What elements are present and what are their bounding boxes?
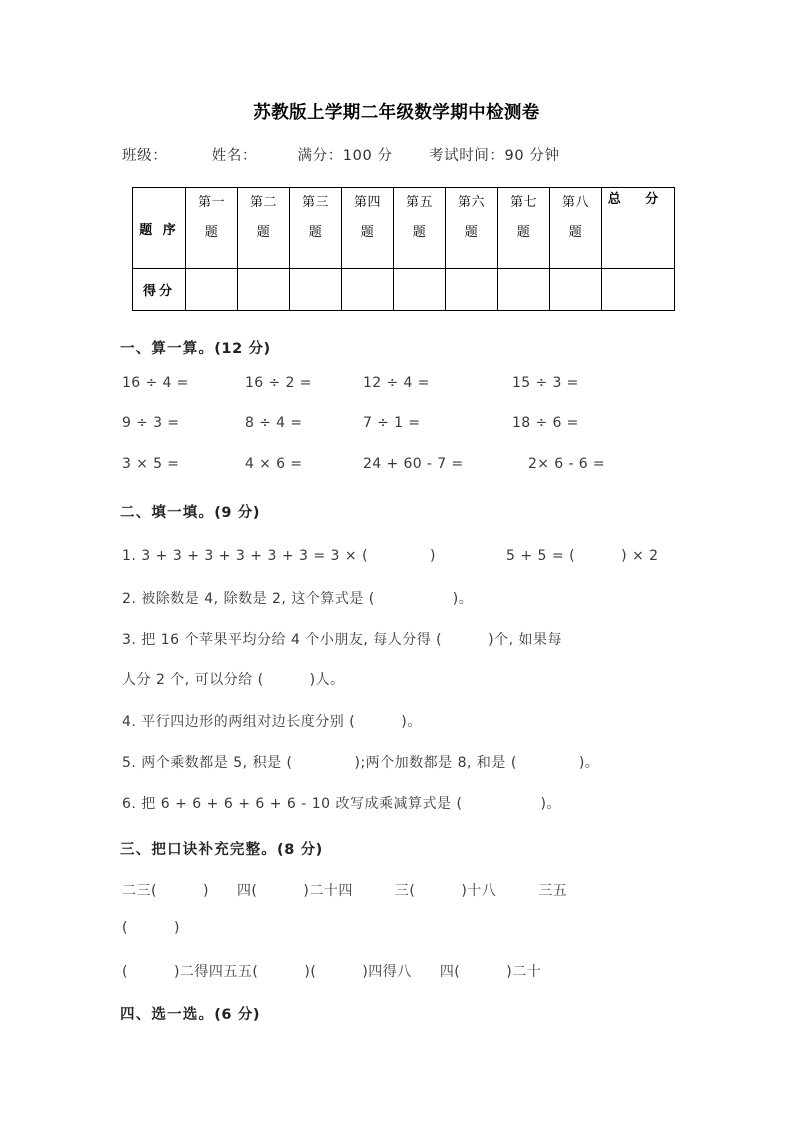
calc-item-3-3: 24 + 60 - 7 = <box>363 456 464 472</box>
question-label-bottom: 题 <box>204 225 219 240</box>
calc-item-3-2: 4 × 6 = <box>245 456 303 472</box>
question-label-top: 第一 <box>197 195 225 210</box>
fill-q2-part-a: 2. 被除数是 4, 除数是 2, 这个算式是 ( <box>122 591 375 607</box>
section-3-title: 三、把口诀补充完整。 <box>120 842 277 858</box>
fill-q5-part-a: 5. 两个乘数都是 5, 积是 ( <box>122 755 293 771</box>
formula-l1-g: 三五 <box>538 883 568 899</box>
question-label-top: 第二 <box>249 195 277 210</box>
score-cell-3[interactable] <box>290 269 342 311</box>
table-cell-question-3 <box>290 188 342 269</box>
formula-l1-c: 四( <box>236 883 258 899</box>
section-4-title: 四、选一选。 <box>120 1007 215 1023</box>
question-label-bottom: 题 <box>516 225 531 240</box>
fill-q1-part-d: ) × 2 <box>621 548 659 564</box>
calc-item-1-1: 16 ÷ 4 = <box>122 375 189 391</box>
formula-line-1 <box>122 880 722 900</box>
calc-row-1 <box>0 375 793 395</box>
calc-item-3-1: 3 × 5 = <box>122 456 180 472</box>
section-3-points: (8 分) <box>277 842 323 858</box>
question-label-bottom: 题 <box>464 225 479 240</box>
fill-question-5 <box>122 752 722 772</box>
score-table <box>132 187 675 311</box>
formula-line-3 <box>122 961 722 981</box>
section-2-title: 二、填一填。 <box>120 505 215 521</box>
full-score-label: 满分：100 分 <box>297 148 393 164</box>
calc-item-1-3: 12 ÷ 4 = <box>363 375 430 391</box>
formula-l3-a: ( <box>122 964 128 980</box>
table-row-score <box>133 269 675 311</box>
score-cell-1[interactable] <box>186 269 238 311</box>
question-label-top: 第四 <box>353 195 381 210</box>
formula-l1-e: 三( <box>394 883 416 899</box>
score-cell-4[interactable] <box>342 269 394 311</box>
table-row-question-index <box>133 188 675 269</box>
question-label-bottom: 题 <box>256 225 271 240</box>
class-label: 班级： <box>122 148 168 164</box>
fill-q3-part-b: )个, 如果每 <box>488 632 563 648</box>
calc-item-2-4: 18 ÷ 6 = <box>512 415 579 431</box>
fill-question-3-line-2 <box>122 669 722 689</box>
fill-q5-part-b: );两个加数都是 8, 和是 ( <box>354 755 517 771</box>
formula-l3-b: )二得四五五( <box>173 964 259 980</box>
calc-item-2-1: 9 ÷ 3 = <box>122 415 180 431</box>
table-cell-total-label: 总 分 <box>602 188 675 269</box>
row-label-question-index: 题 序 <box>133 188 186 269</box>
score-cell-8[interactable] <box>550 269 602 311</box>
fill-q1-part-b: ) <box>430 548 437 564</box>
formula-l1-b: ) <box>202 883 209 899</box>
calc-row-2 <box>0 415 793 435</box>
row-label-score: 得分 <box>133 269 186 311</box>
fill-q2-part-b: )。 <box>452 591 474 607</box>
fill-q6-part-b: )。 <box>540 796 561 812</box>
question-label-top: 第六 <box>457 195 485 210</box>
fill-question-3-line-1 <box>122 629 722 649</box>
fill-q1-part-c: 5 + 5 = ( <box>506 548 576 564</box>
score-cell-6[interactable] <box>446 269 498 311</box>
question-label-top: 第七 <box>509 195 537 210</box>
table-cell-question-5 <box>394 188 446 269</box>
formula-l1-d: )二十四 <box>303 883 353 899</box>
calc-item-2-3: 7 ÷ 1 = <box>363 415 421 431</box>
formula-l1-a: 二三( <box>122 883 157 899</box>
question-label-bottom: 题 <box>412 225 427 240</box>
formula-l3-e: 四( <box>439 964 461 980</box>
calc-item-1-4: 15 ÷ 3 = <box>512 375 579 391</box>
question-label-bottom: 题 <box>308 225 323 240</box>
question-label-top: 第五 <box>405 195 433 210</box>
fill-q3-part-c: 人分 2 个, 可以分给 ( <box>122 672 264 688</box>
formula-line-2 <box>122 920 722 936</box>
formula-l3-d: )四得八 <box>362 964 412 980</box>
section-2-points: (9 分) <box>214 505 261 521</box>
section-4-points: (6 分) <box>214 1007 261 1023</box>
section-heading-2 <box>120 501 260 522</box>
score-cell-7[interactable] <box>498 269 550 311</box>
fill-q3-part-d: )人。 <box>309 672 345 688</box>
formula-l2-a: ( <box>122 920 128 936</box>
fill-question-4 <box>122 711 722 731</box>
calc-item-2-2: 8 ÷ 4 = <box>245 415 303 431</box>
score-cell-5[interactable] <box>394 269 446 311</box>
table-cell-question-1 <box>186 188 238 269</box>
calc-item-1-2: 16 ÷ 2 = <box>245 375 312 391</box>
exam-time-label: 考试时间：90 分钟 <box>429 148 560 164</box>
formula-l1-f: )十八 <box>461 883 497 899</box>
fill-q5-part-c: )。 <box>578 755 600 771</box>
question-label-top: 第三 <box>301 195 329 210</box>
fill-q6-part-a: 6. 把 6 + 6 + 6 + 6 + 6 - 10 改写成乘减算式是 ( <box>122 796 463 812</box>
section-heading-1 <box>120 337 271 358</box>
table-cell-question-6 <box>446 188 498 269</box>
section-1-points: (12 分) <box>214 341 271 357</box>
name-label: 姓名： <box>211 148 258 164</box>
score-cell-total[interactable] <box>602 269 675 311</box>
fill-q4-part-a: 4. 平行四边形的两组对边长度分别 ( <box>122 714 356 730</box>
question-label-bottom: 题 <box>360 225 375 240</box>
score-cell-2[interactable] <box>238 269 290 311</box>
question-label-top: 第八 <box>561 195 589 210</box>
table-cell-question-7 <box>498 188 550 269</box>
table-cell-question-4 <box>342 188 394 269</box>
calc-row-3 <box>0 456 793 476</box>
section-heading-4 <box>120 1003 260 1024</box>
calc-item-3-4: 2× 6 - 6 = <box>528 456 606 472</box>
formula-l2-b: ) <box>173 920 180 936</box>
table-cell-question-8 <box>550 188 602 269</box>
section-heading-3 <box>120 838 323 859</box>
formula-l3-c: )( <box>304 964 317 980</box>
fill-q1-part-a: 1. 3 + 3 + 3 + 3 + 3 + 3 = 3 × ( <box>122 548 369 564</box>
fill-question-6 <box>122 793 722 813</box>
table-cell-question-2 <box>238 188 290 269</box>
fill-q4-part-b: )。 <box>401 714 422 730</box>
question-label-bottom: 题 <box>568 225 583 240</box>
section-1-title: 一、算一算。 <box>120 341 215 357</box>
fill-question-1 <box>122 548 722 564</box>
page-title: 苏教版上学期二年级数学期中检测卷 <box>253 103 540 123</box>
exam-info-line <box>122 144 682 165</box>
fill-q3-part-a: 3. 把 16 个苹果平均分给 4 个小朋友, 每人分得 ( <box>122 632 443 648</box>
fill-question-2 <box>122 588 722 608</box>
formula-l3-f: )二十 <box>506 964 542 980</box>
